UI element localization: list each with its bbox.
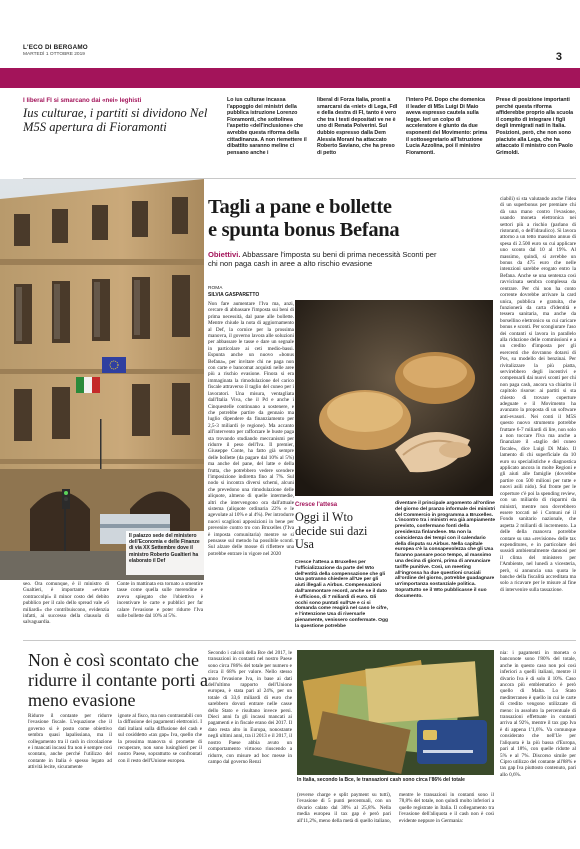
main-subhead [208, 250, 448, 268]
bottom-col-5: nia: i pagamenti in moneta o banconote sono l'80% del totale, anche in questo caso non poi così inferiori a quelli italiani, mentre il divario Iva è di solo il 10%. Caso ancora più emblematico è però quello di Malta. Lo Stato mediterraneo è quello in cui le carte di credito vengono utilizzate di meno: in assoluto la percentuale di transazioni effettuate in contanti arriva al 92%, mentre il tax gap Iva è di appena 1'1,6%. Va comunque considerato che nell'Ue per l'aliquota è la più bassa d'Europa, pari al 18%, con quelle ridotte al 5% e al 7%. Discorso simile per Cipro utilizzo del contante all'88% e tax gap Iva piuttosto contenuto, pari allo 0,6%. [500, 650, 576, 778]
bread-photo [295, 300, 493, 496]
bottom-col-4a: (reverse charge e split payment su tutti), l'evasione di 5 punti percentuali, con un divario calato dal 30% al 25,8%. Nella media europea il tax gap è però pari all'11,2%, meno della metà di quello italiano, [297, 792, 391, 824]
bottom-col-4b: mentre le transazioni in contanti sono il 78,8% del totale, non quindi molto inferiori a quelle registrate in Italia. Il collegamento tra l'evasione dell'aliquota e il cash non è così evidente neppure in Germania: [399, 792, 494, 824]
subhead-text: Abbassare l'imposta su beni di prima necessità Sconti per chi non paga cash in aree a alto rischio evasione [208, 250, 437, 268]
main-story-col-1-cont-2: Conte in mattinata era tornato a smentire tasse come quella sulle merendine e aveva spiegato che l'obiettivo è incentivare le carte e pubblici per far calare l'evasione e poter ridurre l'Iva sulle bollette dal 10% al 5%. [117, 581, 203, 620]
issue-date: MARTEDÌ 1 OTTOBRE 2019 [23, 52, 85, 57]
sidebar-col-2: diventare il principale argomento all'ordine del giorno del pranzo informale dei ministri del Commercio in programma a Bruxelles. L'incontro tra i ministri era già ampiamente previsto, confermano fonti della presidenza finlandese. Ma non la coincidenza dei tempi con il calendario della disputa su Airbus. Nella capitale europea c'è la consapevolezza che gli Usa faranno passare poco tempo, al massimo una decina di giorni, prima di annunciare tariffe punitive. Così, un meeting all'ingrossa ha due questioni cruciali all'ordine del giorno, potrebbe guadagnare un'importanza sostanziale politica. Soprattutto se il Wto pubblicasse il suo documento. [395, 501, 496, 599]
cash-photo [297, 650, 494, 775]
photo-caption: Il palazzo sede del ministero dell'Economia e delle Finanze di via XX Settembre dove il ministro Roberto Gualtieri ha elaborato il Def [126, 531, 204, 575]
sidebar-col-1: Cresce l'attesa a Bruxelles per l'ufficializzazione da parte del Wto dell'entità della compensazione che gli Usa potranno chiedere all'Ue per gli aiuti illegali a Airbus. Compensazioni dall'ammontare record, anche se il dato è ufficioso, di 7 miliardi di euro. Gli occhi sono puntati sull'Ue e ci si domanda come reagirà nel caso le cifre, e l'intenzione Usa di riversarle pienamente, venissero confermate. Ogg la questione potrebbe [295, 560, 388, 629]
page-number: 3 [555, 51, 562, 63]
top-story-col-4: Prese di posizione importanti perché questa riforma affiderebbe proprio alla scuola il compito di integrare i figli degli immigrati nati in Italia. Posizioni, però, che non sono piaciute alla Lega, che ha attaccato il ministro con Paolo Grimoldi. [496, 97, 574, 156]
ministry-building-photo [0, 179, 204, 580]
top-story-col-1: Lo ius culturae incassa l'appoggio dei ministri della pubblica istruzione Lorenzo Fioramonti, che sottolinea l'aspetto «dell'inclusione» che avrebbe questa riforma della cittadinanza. A non riemettere il dibattito saranno meline ci pensano anche i [227, 97, 307, 156]
byline: SILVIA GASPARETTO [208, 292, 260, 298]
bottom-headline: Non è così scontato che ridurre il contante porti a meno evasione [28, 650, 208, 710]
dateline: ROMA [208, 286, 223, 291]
subhead-lead: Obiettivi. [208, 250, 241, 259]
cash-photo-caption: In Italia, secondo la Bce, le transazioni cash sono circa l'86% del totale [297, 777, 465, 783]
section-band [0, 68, 580, 88]
main-headline [208, 196, 448, 242]
main-story-col-2: ciabili) si sta valutando anche l'idea di un superbonus per premiare chi dà una mano contro l'evasione, usando moneta elettronica nei settori più a rischio (parlano di ristoranti, o dell'idraulico). Si lavora attorno a un tetto massimo annuo di spesa di 2.500 euro su cui applicare uno sconto dal 10 al 19%. Al massimo, quindi, si avrebbe un bonus da 475 euro che nelle intenzioni sarebbe erogato entro la Befana. Anche se una sentenza così ravvicinata sembra complessa da centrare. Per chi non ha conto corrente dovrebbe arrivare la card unica, pubblica e gratuita, che funzionerà da carta d'identità e tessera sanitaria, ma anche da borsellino elettronico su cui caricare bonus e sconti. Per scongiurare l'aso dei contanti si lavora in parallelo alla riduzione delle commissioni e a un credito d'imposta per gli esercenti che dovranno dotarsi di Pos, su modello dei benzinai. Per rivitalizzare la più piatta, servirebbero degli incentivi e compensarli dai nuovi sconti per chi non paga cash, ancora va chiarito il capitolo risorse: ai partiti si sta chiesto di trovare coperture adeguate e il Movimento ha avanzato la proposta di un software anti-evasori. Nei conti il M5S questo nuovo strumento potrebbe fruttare 6-7 miliardi di lire, non solo a non toccare l'Iva ma anche a finanziare il «taglio del cuneo fiscale», dice Luigi Di Maio. Il lamento di chi superficiale da 10 euro su specialistiche e diagnostica applicato ancora in molte Regioni e gli aiuti alle famiglie (dovrebbe partire con 500 milioni per tutte e nuovi asili nido). Sul fronte per le coperture c'è poi la spending review, con un miliardo di risparmi da ministri, mentre non dovrebbero essere toccati né i Comuni né il Fondo sanitario nazionale, che aspetta 2 miliardi di incremento. La delle della manovra potrebbe contare su una «revisione» delle tax expenditures, e in particolare dei sussidi ambientalmente dannosi per il clima del ministero per l'Ambiente, nel lunedì a vicesteria, però, si annuncia una quota le banche della fiscalità accreditata ma solo a ricavare per le misure al fine di intervenire sulla tassazione. [500, 196, 576, 593]
bottom-col-3: Secondo i calcoli della Bce del 2017, le transazioni in contanti nel nostro Paese sono circa l'86% del totale per numero e circa il 68% per valore. Nello stesso anno l'evasione Iva, in base ai dati dell'ultimo rapporto dell'Unione europea, è stata pari al 24%, per un totale di 33,6 miliardi di euro che sarebbero dovuti entrare nelle casse dello Stato e risultano invece persi. Dieci anni fa gli incassi mancati ai pagamenti e in fiscale erano dei 2017. Il dato resta alto in Europa, nonostante negli ultimi anni, tra il 2013 e il 2017, il nostro Paese abbia avuto un comportamento virtuoso riuscendo a ridurre, con misure ad hoc messe in campo dal governo Renzi [208, 650, 292, 765]
bottom-col-2: ignote al fisco, ma non contrastabili con la diffusione dei pagamenti elettronici. I dati italiani sulla diffusione del cash e sul cosiddetto «tax gap» Iva, quello che la prossima manovra si promette di recuperare, non sono lusinghieri per il nostro Paese, soprattutto se confrontati con il resto dell'Unione europea. [118, 713, 202, 764]
top-story-headline: Ius culturae, i partiti si dividono Nel M5S apertura di Fioramonti [23, 106, 208, 134]
top-story-col-2: liberal di Forza Italia, pronti a smarcarsi da «niet» di Lega, FdI e della destra di FI, tanto è vero che tra i testi depositati ve ne è uno di Renata Polverini. Sul dubbio espresso dalla Dem Alessia Morani ha attaccato Roberto Saviano, che ha preso di petto [317, 97, 398, 156]
divider [23, 640, 576, 641]
main-headline-line-1: Tagli a pane e bollette [208, 196, 392, 218]
bottom-col-1: Ridurre il contante per ridurre l'evasione fiscale. L'equazione che il governo si è posto come obiettivo sembra quasi lapalissiana, ma il collegamento tra il cash in circolazione e i mancati incassi fra non è sempre così scontato, anche perché l'utilizzo del contante in Italia è spesso legato ad attività lecite, sicuramente [28, 713, 112, 771]
top-story-kicker: I liberal FI si smarcano dai «nei» leghisti [23, 97, 142, 104]
main-headline-line-2: e spunta bonus Befana [208, 219, 400, 241]
sidebar-kicker: Cresce l'attesa [295, 502, 338, 508]
main-story-col-1-cont: seo. Ora comunque, è il ministro di Gualtieri, è importante «evitare contraccolpi» il minor costo del debito pubblico per il calo dello spread vale «6 miliardi» che contribuiscono, evidenzia infatti, ai successo della clausola di salvaguardia. [23, 581, 109, 626]
sidebar-headline: Oggi il Wto decide sui dazi Usa [295, 510, 368, 551]
masthead: L'ECO DI BERGAMO [23, 44, 88, 51]
main-story-col-1: Non fare aumentare l'Iva ma, anzi, cercare di abbassare l'imposta sui beni di prima necessità, dal pane alle bollette. Mentre chiude la nota di aggiornamento al Def, la cornice per la prossima manovra, il governo lavora alle soluzioni per abbassare le tasse e dare un segnale in particolare ai ceti medio-bassi. Espunta anche un nuovo «bonus Befana», per invitare chi ne paga non con carte e bancomat acquisti nelle aree più a rischio evasione. Finora si era immaginata la rimodulazione del carico fiscale attraverso il taglio del cuneo per i lavoratori. Una misura, ventagliata dall'Italia Viva, che il Pd e anche i Cinquestelle continuano a sostenere, e che potrebbe partire da gennaio ma luglio dipendere da finanziamento per 2,5-3 miliardi (e regione). Ma accanto all'intervento per rafforzare le buste paga sta trovando studiando meccanismi per ridurre il peso dell'Iva. Il premier, Giuseppe Conte, ha fatto già sempre delle bollette (da pagare dal 10% al 5%) ma anche del pane, del latte e della frutta, che potrebbero vedere scendere l'imposizione indiretta fino al 7%. Sul nodo si incontra diversi schemi, alcuni che prevedono una rimodulazione delle aliquote, almeno di quelle intermedie, altri che intervengono ora dall'attuale sistema (aliquote ordinaria 22% e le agevolate al 10% e al 4%). Per introdurre nuovi scaglioni apposizioni in bene per prevenire contro tro con Bruxelles (l'Iva è imposta comunitaria) mentre se si pensasse sul metodo ha possibile sconti. Sul alzare delle mosse di riflettere una potrebbe entrare in vigore nel 2020 [208, 301, 294, 557]
top-story-col-3: l'intero Pd. Dopo che domenica il leader di M5s Luigi Di Maio aveva espresso cautela sulla legge. Ieri un colpo di acceleratore è giunto da due esponenti del Movimento: prima il sottosegretario all'Istruzione Lucia Azzolina, poi il ministro Fioramonti. [406, 97, 488, 156]
